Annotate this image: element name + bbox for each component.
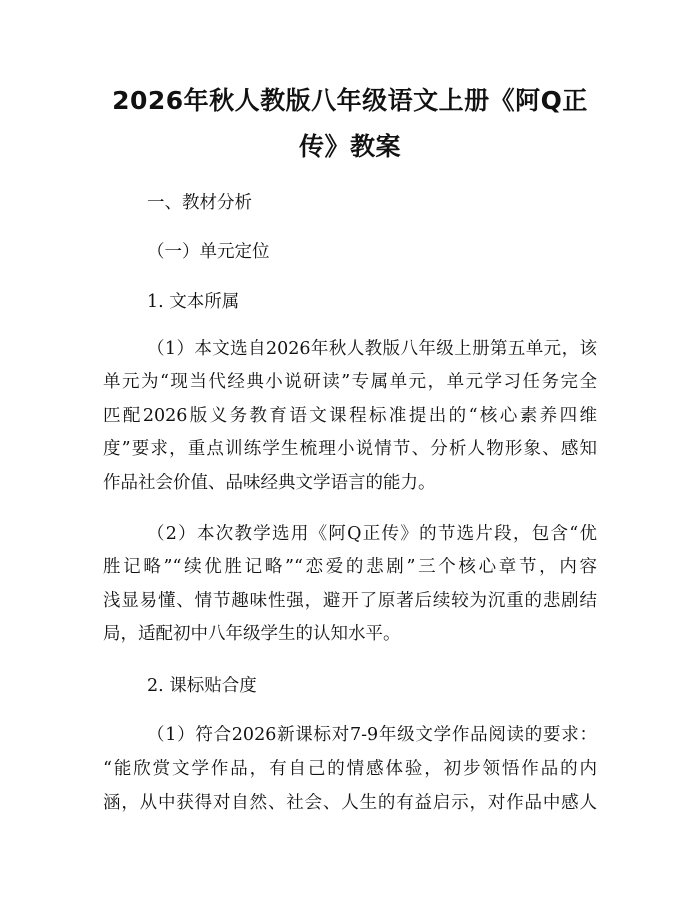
document-title — [100, 78, 600, 170]
paragraph-2-line-1: （2）本次教学选用《阿Q正传》的节选片段，包含“优 — [147, 524, 597, 544]
paragraph-1-line-1: （1）本文选自2026年秋人教版八年级上册第五单元，该 — [147, 339, 597, 359]
section-heading-1: 一、教材分析 — [147, 193, 252, 213]
paragraph-1-line-4: 度”要求，重点训练学生梳理小说情节、分析人物形象、感知 — [103, 439, 597, 459]
item-heading-1: 1. 文本所属 — [147, 292, 240, 312]
title-line-1: 2026年秋人教版八年级语文上册《阿Q正 — [112, 86, 588, 115]
item-heading-2: 2. 课标贴合度 — [147, 676, 257, 696]
paragraph-1-line-3: 匹配2026版义务教育语文课程标准提出的“核心素养四维 — [103, 406, 597, 426]
paragraph-1-line-2: 单元为“现当代经典小说研读”专属单元，单元学习任务完全 — [103, 372, 597, 392]
subsection-heading-1: （一）单元定位 — [147, 242, 270, 262]
paragraph-2-line-4: 局，适配初中八年级学生的认知水平。 — [103, 624, 401, 644]
paragraph-2-line-3: 浅显易懂、情节趣味性强，避开了原著后续较为沉重的悲剧结 — [103, 591, 597, 611]
paragraph-3-line-2: “能欣赏文学作品，有自己的情感体验，初步领悟作品的内 — [103, 759, 597, 779]
paragraph-3-line-1: （1）符合2026新课标对7-9年级文学作品阅读的要求： — [147, 725, 597, 745]
title-line-2: 传》教案 — [298, 132, 401, 161]
paragraph-3-line-3: 涵，从中获得对自然、社会、人生的有益启示，对作品中感人 — [103, 793, 597, 813]
paragraph-1-line-5: 作品社会价值、品味经典文学语言的能力。 — [103, 473, 436, 493]
paragraph-2-line-2: 胜记略”“续优胜记略”“恋爱的悲剧”三个核心章节，内容 — [103, 557, 597, 577]
